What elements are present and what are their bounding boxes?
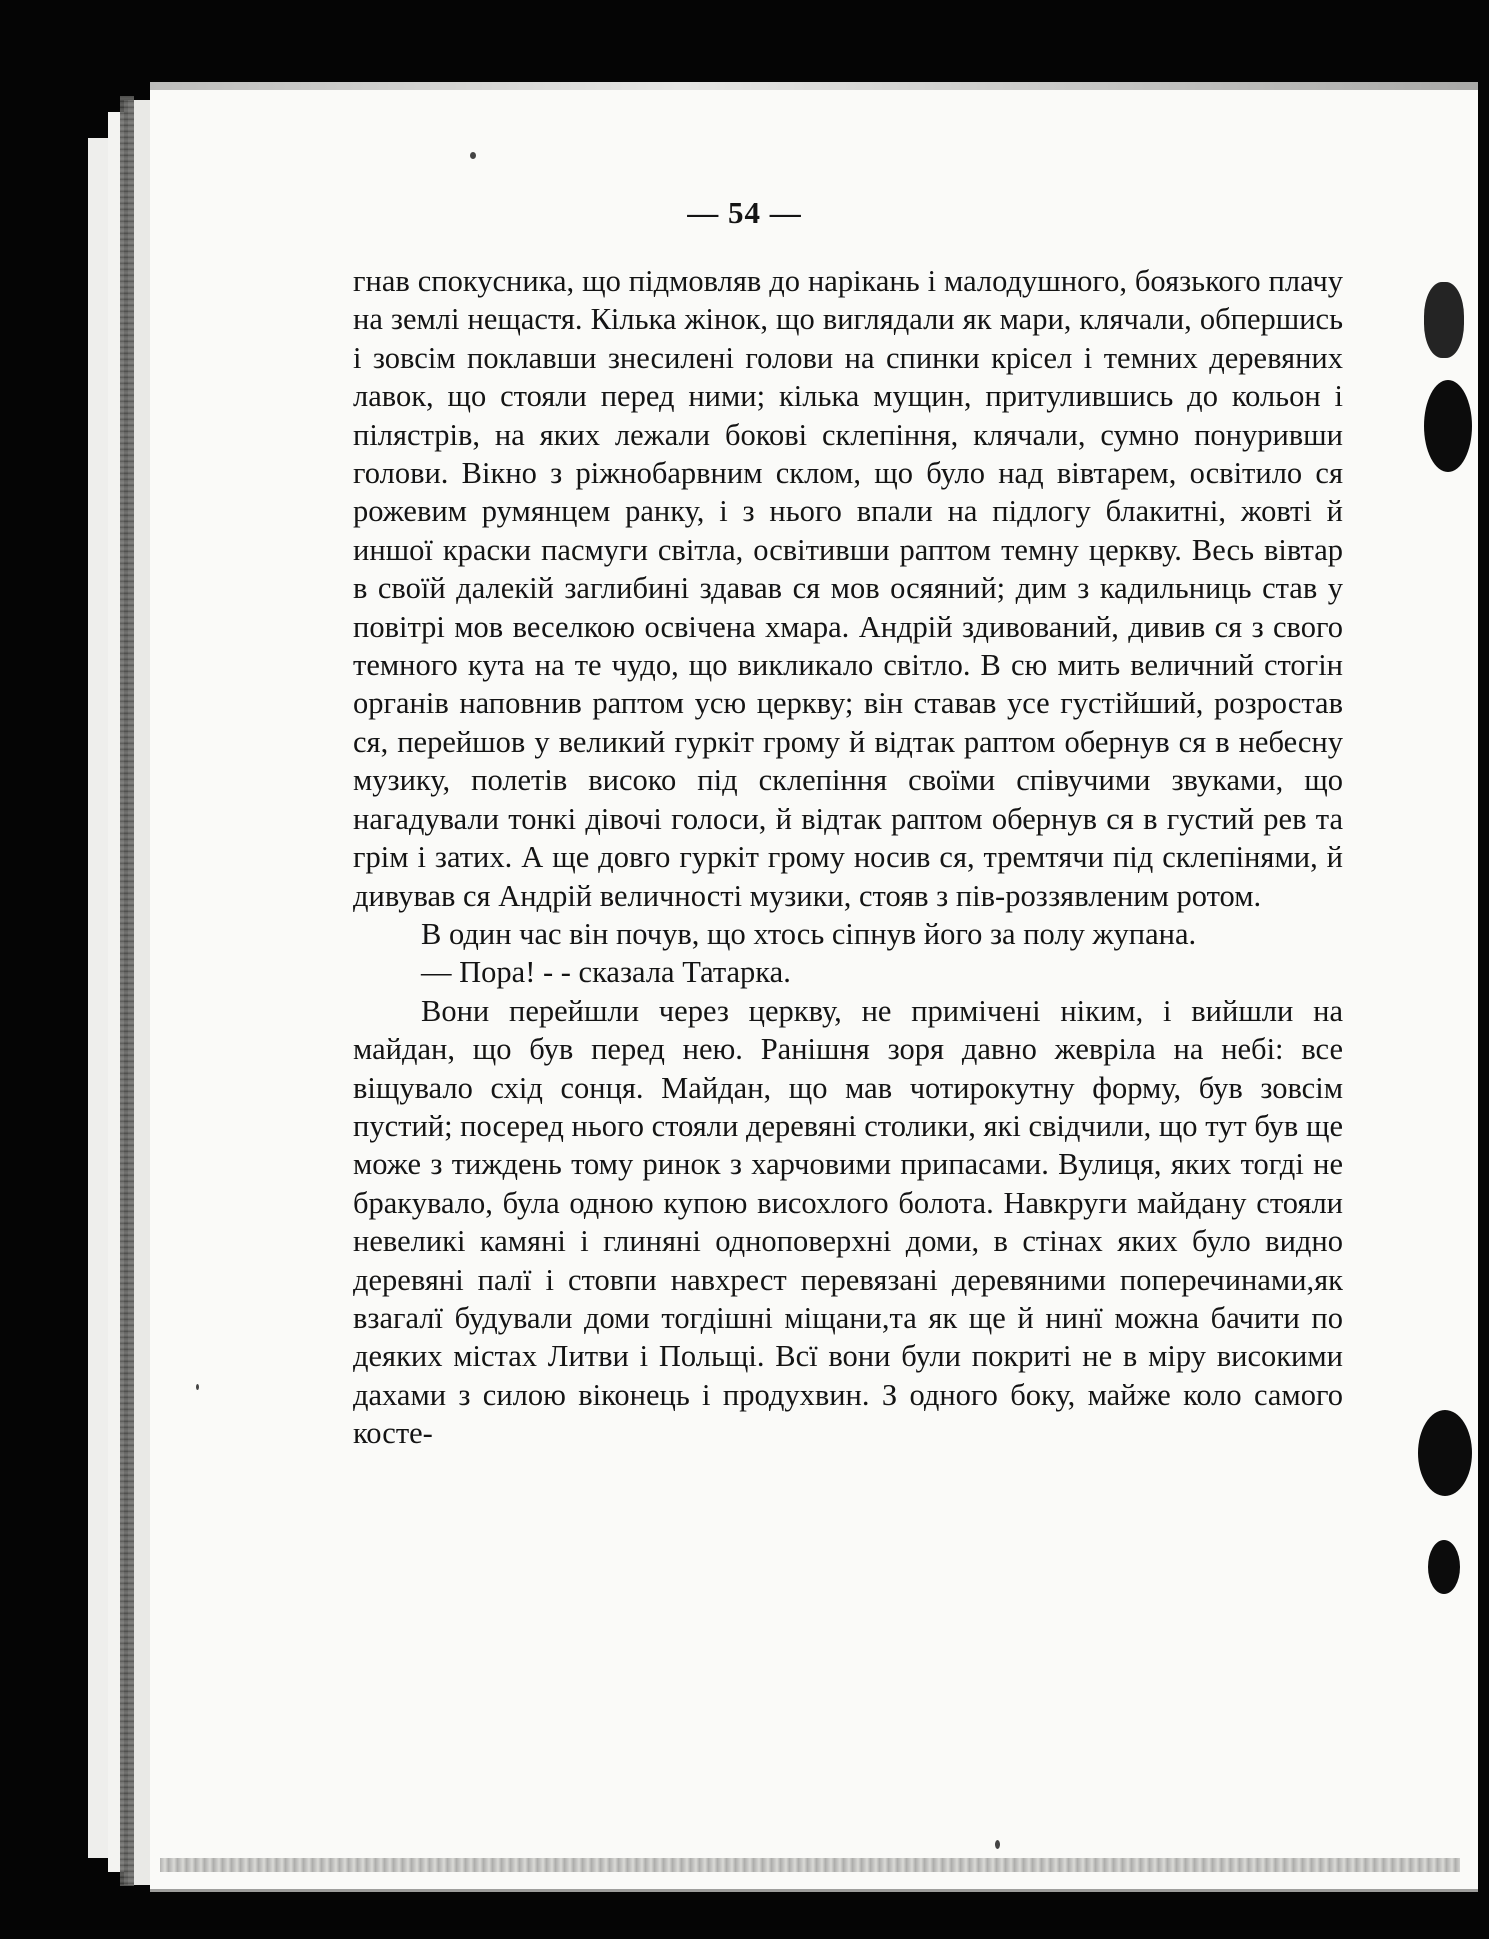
paragraph: — Пора! - - сказала Татарка. (421, 955, 791, 990)
page-number: — 54 — (687, 195, 802, 230)
paragraph: В один час він почув, що хтось сіпнув його за полу жупана. (421, 916, 1197, 951)
punch-hole-blot (1418, 1410, 1472, 1496)
punch-hole-blot (1424, 380, 1472, 472)
speck (470, 152, 476, 159)
page-bottom-edge (160, 1858, 1460, 1872)
speck (196, 1384, 199, 1390)
paragraph: гнав спокусника, що підмовляв до нарікань і малодушного, боязького плачу на землі нещастя. Кілька жінок, що виглядали як мари, клячали, обпершись і зовсім поклавши знесилені голови на спинки крісел і темних деревяних лавок, що стояли перед ними; кілька мущин, притулившись до кольон і пілястрів, на яких лежали бокові склепіння, клячали, сумно понуривши голови. Вікно з ріжнобарвним склом, що було над вівтарем, освітило ся рожевим румянцем ранку, і з нього впали на підлогу блакитні, жовті й иншої краски пасмуги світла, освітивши раптом темну церкву. Весь вівтар в своїй далекій заглибині здавав ся мов осяяний; дим з кадильниць став у повітрі мов веселкою освічена хмара. Андрій здивований, дивив ся з свого темного кута на те чудо, що викликало світло. В сю мить величний стогін органів наповнив раптом усю церкву; він ставав усе густійший, розростав ся, перейшов у великий гуркіт грому й відтак раптом обернув ся в небесну музику, полетів високо під склепіння своїми співучими звуками, що нагадували тонкі дівочі голоси, й відтак раптом обернув ся в густий рев та грім і затих. А ще довго гуркіт грому носив ся, тремтячи під склепінями, й дивував ся Андрій величності музики, стояв з пів-роззявленим ротом. (353, 264, 1343, 913)
binding-shadow (120, 96, 134, 1886)
body-text (353, 262, 1343, 1453)
speck (995, 1840, 1000, 1849)
punch-hole-blot (1424, 282, 1464, 358)
page-top-edge (150, 82, 1478, 90)
paragraph: Вони перейшли через церкву, не примічені ніким, і вийшли на майдан, що був перед нею. Ранішня зоря давно жевріла на небі: все віщувало схід сонця. Майдан, що мав чотирокутну форму, був зовсім пустий; посеред нього стояли деревяні столики, які свідчили, що тут був ще може з тиждень тому ринок з харчовими припасами. Вулиця, яких тогді не бракувало, була одною купою висохлого болота. Навкруги майдану стояли невеликі камяні і глиняні одноповерхні доми, в стінах яких було видно деревяні палї і стовпи навхрест перевязані деревяними поперечинами,як взагалї будували доми тогдішні міщани,та як ще й нинї можна бачити по деяких містах Литви і Польщі. Всї вони були покриті не в міру високими дахами з силою віконець і продухвин. З одного боку, майже коло самого косте- (353, 993, 1343, 1451)
punch-hole-blot (1428, 1540, 1460, 1594)
